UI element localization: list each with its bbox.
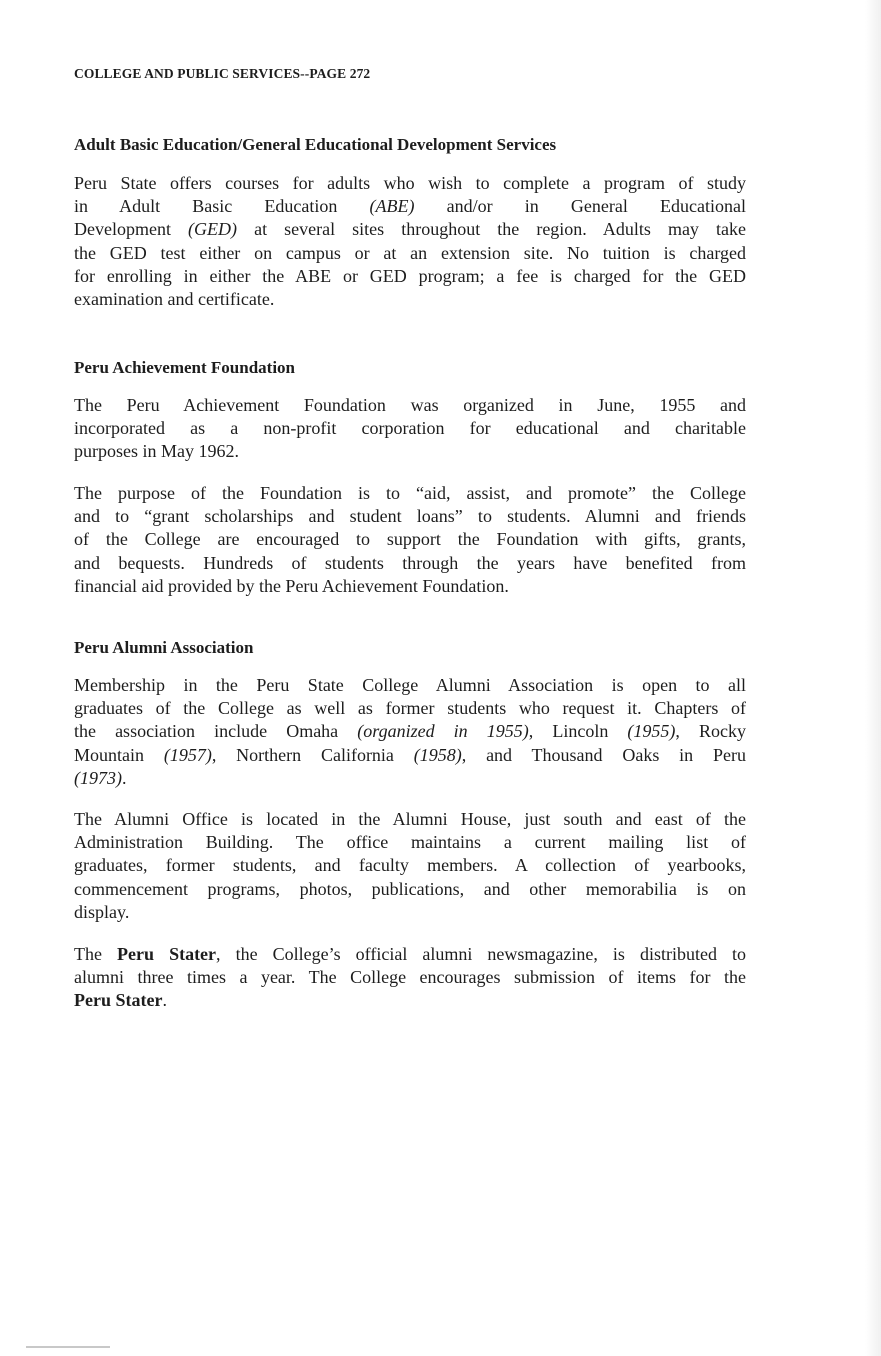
text-line: the association include Omaha (organized in 1955), Lincoln (1955), Rocky	[74, 721, 746, 742]
text-line: The purpose of the Foundation is to “aid, assist, and promote” the College	[74, 483, 746, 503]
section-heading-peru-alumni-association: Peru Alumni Association	[74, 638, 254, 657]
emphasis: (1958)	[413, 744, 462, 765]
text-line: The Alumni Office is located in the Alumni House, just south and east of the	[74, 809, 746, 829]
text-line: Peru Stater.	[74, 990, 167, 1011]
text-line: for enrolling in either the ABE or GED program; a fee is charged for the GED	[74, 265, 746, 286]
paragraph-foundation-purpose	[74, 482, 746, 598]
text-line: financial aid provided by the Peru Achievement Foundation.	[74, 575, 509, 596]
paragraph-foundation-organized	[74, 394, 746, 464]
emphasis: (organized in 1955)	[357, 721, 529, 742]
paragraph-alumni-office	[74, 808, 746, 924]
text-line: and to “grant scholarships and student loans” to students. Alumni and friends	[74, 506, 746, 527]
text-line: examination and certificate.	[74, 289, 275, 310]
running-head: COLLEGE AND PUBLIC SERVICES--PAGE 272	[74, 66, 371, 81]
bottom-scan-mark	[26, 1346, 110, 1348]
text-line: purposes in May 1962.	[74, 441, 239, 462]
text-line: the GED test either on campus or at an extension site. No tuition is charged	[74, 242, 746, 263]
section-heading-peru-achievement-foundation: Peru Achievement Foundation	[74, 358, 295, 377]
text-line: commencement programs, photos, publications, and other memorabilia is on	[74, 878, 746, 899]
text-line: Membership in the Peru State College Alumni Association is open to all	[74, 675, 746, 695]
text-line: Peru State offers courses for adults who wish to complete a program of study	[74, 173, 746, 193]
text-line: display.	[74, 901, 130, 922]
emphasis: Peru Stater	[117, 944, 217, 964]
text-line: Mountain (1957), Northern California (1958), and Thousand Oaks in Peru	[74, 744, 746, 765]
text-line: graduates, former students, and faculty members. A collection of yearbooks,	[74, 855, 746, 876]
paragraph-alumni-membership	[74, 674, 746, 790]
text-line: and bequests. Hundreds of students through the years have benefited from	[74, 552, 746, 573]
emphasis: (ABE)	[369, 196, 415, 217]
page-edge-shade	[865, 0, 881, 1356]
paragraph-peru-stater	[74, 943, 746, 1013]
text-line: The Peru Achievement Foundation was organized in June, 1955 and	[74, 395, 746, 415]
paragraph-adult-basic-education	[74, 172, 746, 311]
text-line: Administration Building. The office maintains a current mailing list of	[74, 832, 746, 853]
text-line: of the College are encouraged to support the Foundation with gifts, grants,	[74, 529, 746, 550]
text-line: The Peru Stater, the College’s official alumni newsmagazine, is distributed to	[74, 944, 746, 964]
emphasis: (1955)	[627, 721, 676, 742]
text-line: alumni three times a year. The College encourages submission of items for the	[74, 967, 746, 988]
text-line: incorporated as a non-profit corporation for educational and charitable	[74, 418, 746, 439]
text-line: graduates of the College as well as former students who request it. Chapters of	[74, 698, 746, 719]
text-line: in Adult Basic Education (ABE) and/or in General Educational	[74, 196, 746, 217]
section-heading-adult-basic-education: Adult Basic Education/General Educational Development Services	[74, 135, 557, 154]
emphasis: Peru Stater	[74, 990, 163, 1011]
emphasis: (1973)	[74, 767, 122, 788]
emphasis: (GED)	[188, 219, 238, 240]
emphasis: (1957)	[163, 744, 212, 765]
text-line: (1973).	[74, 767, 127, 788]
text-line: Development (GED) at several sites throughout the region. Adults may take	[74, 219, 746, 240]
